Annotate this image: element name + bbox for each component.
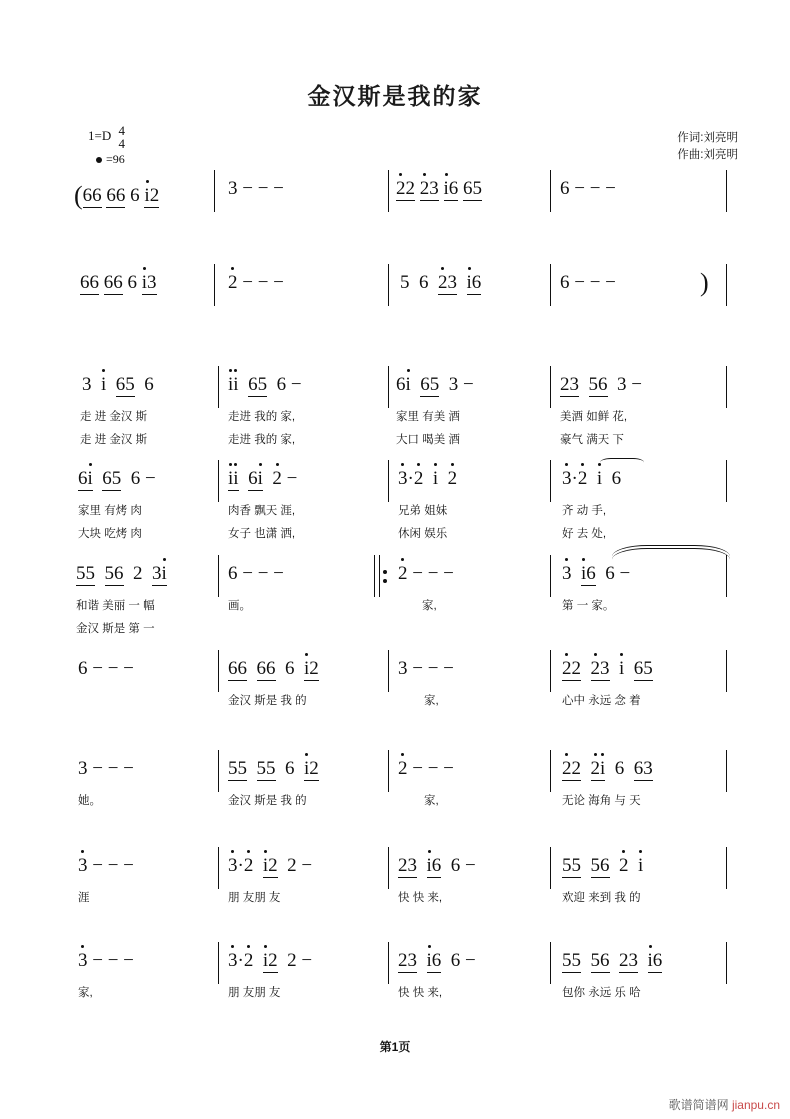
lyrics-line-1: 家, xyxy=(78,987,93,999)
barline xyxy=(550,264,551,306)
measure: 3 − − − 家, xyxy=(78,950,134,999)
note-group: 56 xyxy=(590,950,610,971)
note-group: 6i xyxy=(248,468,263,489)
lyrics-line-1: 她。 xyxy=(78,795,101,807)
measure: 55 55 6 i2 金汉 斯是 我 的 xyxy=(228,758,319,807)
barline xyxy=(374,555,375,597)
watermark-site-name: 歌谱简谱网 xyxy=(668,1098,729,1112)
lyrics-line-2: 金汉 斯是 第 一 xyxy=(76,623,155,635)
barline xyxy=(218,847,219,889)
measure: 3·2 i2 2 − 朋 友朋 友 xyxy=(228,950,313,999)
lyrics-line-1: 和谐 美丽 一 幅 xyxy=(76,600,155,612)
barline xyxy=(550,170,551,212)
barline xyxy=(218,460,219,502)
lyrics-line-1: 心中 永远 念 着 xyxy=(562,695,641,707)
measure xyxy=(562,950,662,1000)
note-group: 56 xyxy=(104,563,124,584)
key-signature xyxy=(88,124,125,150)
barline xyxy=(726,170,727,212)
note-group: 65 xyxy=(248,374,268,395)
measure: 66 66 6 i3 xyxy=(80,272,157,293)
lyrics-line-1: 家, xyxy=(422,600,437,612)
note-group: 66 xyxy=(82,185,102,206)
lyrics-line-1: 家里 有美 酒 xyxy=(396,411,460,423)
measure: 2 − − − 家, xyxy=(398,758,454,807)
lyrics-line-1: 第 一 家。 xyxy=(562,600,615,612)
watermark-domain: jianpu.cn xyxy=(731,1098,780,1112)
barline xyxy=(550,555,551,597)
lyrics-line-1: 家里 有烤 肉 xyxy=(78,505,142,517)
barline xyxy=(726,650,727,692)
lyrics-line-1: 欢迎 来到 我 的 xyxy=(562,892,641,904)
measure: ii 65 6 − 走进 我的 家, 走进 我的 家, xyxy=(228,374,302,446)
note-group: i2 xyxy=(304,658,319,679)
measure: 23 i6 6 − 快 快 来, xyxy=(398,950,476,999)
lyrics-line-2: 走进 我的 家, xyxy=(228,434,296,446)
measure: 6 − − − xyxy=(560,272,616,293)
note-group: 55 xyxy=(256,758,276,779)
repeat-dots xyxy=(383,565,387,588)
lyrics-line-2: 豪气 满天 下 xyxy=(560,434,624,446)
measure: 55 56 2 3i 和谐 美丽 一 幅 金汉 斯是 第 一 xyxy=(76,563,167,635)
note-group: i2 xyxy=(144,185,160,206)
measure: 6 − − − 画。 xyxy=(228,563,284,612)
note-group: 63 xyxy=(633,758,653,779)
barline xyxy=(726,750,727,792)
measure: 23 i6 6 − 快 快 来, xyxy=(398,855,476,904)
measure: 22 23 i 65 心中 永远 念 着 xyxy=(562,658,653,707)
note-group: i6 xyxy=(647,950,663,971)
barline xyxy=(214,264,215,306)
lyrics-line-1: 涯 xyxy=(78,892,90,904)
lyrics-line-1: 金汉 斯是 我 的 xyxy=(228,695,307,707)
barline xyxy=(726,942,727,984)
note-group: 23 xyxy=(560,374,579,395)
barline xyxy=(726,460,727,502)
lyrics-line-1: 家, xyxy=(424,695,439,707)
open-paren: ( xyxy=(74,181,83,210)
measure: 6 − − − xyxy=(78,658,134,679)
barline xyxy=(550,366,551,408)
note-group: 23 xyxy=(619,950,638,971)
repeat-barline xyxy=(379,555,380,597)
measure: 5 6 23 i6 xyxy=(400,272,482,293)
lyrics-line-1: 家, xyxy=(424,795,439,807)
note-group: 65 xyxy=(420,374,440,395)
lyrics-line-1: 走 进 金汉 斯 xyxy=(80,411,148,423)
barline xyxy=(214,170,215,212)
measure: 3 − − − 家, xyxy=(398,658,454,707)
lyrics-line-1: 金汉 斯是 我 的 xyxy=(228,795,307,807)
barline xyxy=(388,942,389,984)
lyrics-line-1: 包你 永远 乐 哈 xyxy=(562,987,641,999)
measure: 2 − − − xyxy=(228,272,284,293)
measure: 3·2 i 6 齐 动 手, 好 去 处, xyxy=(562,468,622,540)
measure: 3·2 i 2 兄弟 姐妹 休闲 娱乐 xyxy=(398,468,458,540)
measure: 3·2 i2 2 − 朋 友朋 友 xyxy=(228,855,313,904)
note-group: 65 xyxy=(463,178,483,199)
note-group: 55 xyxy=(76,563,95,584)
note-group: 56 xyxy=(588,374,608,395)
barline xyxy=(218,942,219,984)
tempo-marking xyxy=(96,152,125,167)
note-group: 23 xyxy=(590,658,610,679)
measure: 66 66 6 i2 金汉 斯是 我 的 xyxy=(228,658,319,707)
note-group: 55 xyxy=(562,855,581,876)
barline xyxy=(726,847,727,889)
barline xyxy=(726,555,727,597)
note-group: i6 xyxy=(466,272,482,293)
note-group: 66 xyxy=(106,185,126,206)
note-group: 23 xyxy=(398,950,417,971)
note-group: 23 xyxy=(398,855,417,876)
barline xyxy=(388,264,389,306)
note-group: i3 xyxy=(141,272,157,293)
barline xyxy=(388,847,389,889)
lyrics-line-2: 走 进 金汉 斯 xyxy=(80,434,148,446)
note-group: i6 xyxy=(426,950,442,971)
note-group: 23 xyxy=(419,178,439,199)
barline xyxy=(218,750,219,792)
page-number: 第1页 xyxy=(379,1040,411,1054)
time-signature xyxy=(118,124,125,150)
note-group: 66 xyxy=(228,658,247,679)
measure: 6i 65 3 − 家里 有美 酒 大口 喝美 酒 xyxy=(396,374,474,446)
lyrics-line-1: 兄弟 姐妹 xyxy=(398,505,448,517)
lyrics-line-1: 无论 海角 与 天 xyxy=(562,795,641,807)
measure: 23 56 3 − 美酒 如鲜 花, 豪气 满天 下 xyxy=(560,374,642,446)
barline xyxy=(550,750,551,792)
measure: 2 − − − 家, xyxy=(398,563,454,612)
note-group: 3i xyxy=(152,563,167,584)
note-group: i2 xyxy=(304,758,319,779)
measure: 22 2i 6 63 无论 海角 与 天 xyxy=(562,758,653,807)
key-signature-text: 1=D xyxy=(88,127,112,143)
barline xyxy=(726,264,727,306)
note-group: i2 xyxy=(262,950,278,971)
note-group: 22 xyxy=(562,658,581,679)
watermark xyxy=(669,1096,780,1113)
barline xyxy=(550,650,551,692)
measure xyxy=(396,178,482,200)
note-group: 6i xyxy=(78,468,93,489)
note-group: 55 xyxy=(562,950,581,971)
barline xyxy=(550,847,551,889)
credits xyxy=(677,130,738,164)
lyrics-line-2: 女子 也潇 洒, xyxy=(228,528,296,540)
note-group: 66 xyxy=(256,658,276,679)
tempo-value: =96 xyxy=(106,152,125,166)
lyrics-line-1: 画。 xyxy=(228,600,251,612)
measure: 55 56 2 i 欢迎 来到 我 的 xyxy=(562,855,644,904)
note-group: i6 xyxy=(581,563,596,584)
lyricist: 作词:刘亮明 xyxy=(677,132,738,144)
measure: ii 6i 2 − 肉香 飘天 涯, 女子 也潇 洒, xyxy=(228,468,298,540)
page-title: 金汉斯是我的家 xyxy=(307,83,483,109)
barline xyxy=(388,460,389,502)
barline xyxy=(726,366,727,408)
lyrics-line-1: 走进 我的 家, xyxy=(228,411,296,423)
close-paren: ) xyxy=(700,268,709,297)
note-group: 56 xyxy=(590,855,610,876)
barline xyxy=(218,555,219,597)
measure: (66 66 6 i2 xyxy=(74,181,160,210)
note-group: 66 xyxy=(80,272,99,293)
measure: 3 i6 6 − 第 一 家。 xyxy=(562,563,631,612)
measure: 3 i 65 6 走 进 金汉 斯 走 进 金汉 斯 xyxy=(80,374,154,446)
barline xyxy=(218,366,219,408)
note-group: 22 xyxy=(396,178,415,199)
barline xyxy=(550,942,551,984)
barline xyxy=(550,460,551,502)
note-group: i6 xyxy=(426,855,442,876)
composer: 作曲:刘亮明 xyxy=(677,149,738,161)
note-group: 66 xyxy=(103,272,123,293)
note-group: 2i xyxy=(590,758,606,779)
barline xyxy=(388,366,389,408)
note-group: 22 xyxy=(562,758,581,779)
lyrics-line-1: 肉香 飘天 涯, xyxy=(228,505,296,517)
lyrics-line-1: 快 快 来, xyxy=(398,892,443,904)
barline xyxy=(218,650,219,692)
measure: 3 − − − xyxy=(228,178,284,199)
note-group: 55 xyxy=(228,758,247,779)
time-signature-numerator: 4 xyxy=(118,123,125,138)
barline xyxy=(388,170,389,212)
note-group: 23 xyxy=(438,272,457,293)
measure: 3 − − − 她。 xyxy=(78,758,134,807)
lyrics-line-1: 美酒 如鲜 花, xyxy=(560,411,628,423)
note-high: i xyxy=(144,185,150,206)
slur xyxy=(600,458,644,467)
lyrics-line-2: 好 去 处, xyxy=(562,528,607,540)
barline xyxy=(388,750,389,792)
note-group: i2 xyxy=(262,855,278,876)
lyrics-line-2: 休闲 娱乐 xyxy=(398,528,448,540)
note-group: 65 xyxy=(633,658,653,679)
lyrics-line-1: 朋 友朋 友 xyxy=(228,987,281,999)
lyrics-line-1: 齐 动 手, xyxy=(562,505,607,517)
measure: 6i 65 6 − 家里 有烤 肉 大块 吃烤 肉 xyxy=(78,468,156,540)
time-signature-denominator: 4 xyxy=(118,136,125,151)
lyrics-line-2: 大块 吃烤 肉 xyxy=(78,528,142,540)
measure: 3 − − − 涯 xyxy=(78,855,134,904)
lyrics-line-1: 朋 友朋 友 xyxy=(228,892,281,904)
quarter-note-icon xyxy=(96,157,102,163)
barline xyxy=(388,650,389,692)
note-group: ii xyxy=(228,468,239,489)
lyrics-line-1: 快 快 来, xyxy=(398,987,443,999)
note-group: 65 xyxy=(102,468,122,489)
note-group: 65 xyxy=(115,374,135,395)
note-group: i6 xyxy=(443,178,459,199)
lyrics-line-2: 大口 喝美 酒 xyxy=(396,434,460,446)
measure: 6 − − − xyxy=(560,178,616,199)
